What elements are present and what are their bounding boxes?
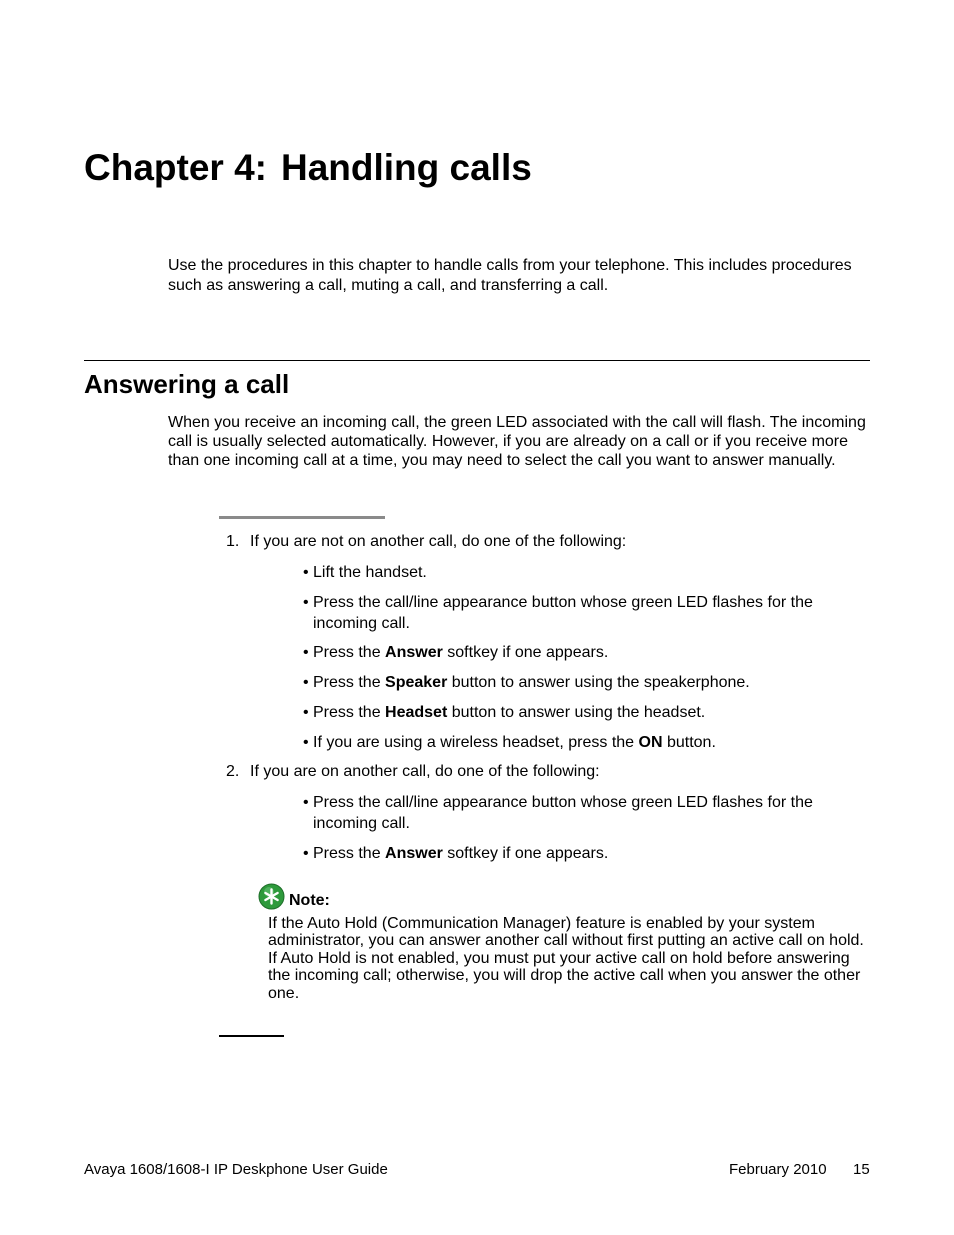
softkey-name: Answer <box>385 845 443 862</box>
chapter-number: Chapter 4: <box>84 147 267 188</box>
footer-date: February 2010 <box>729 1161 827 1178</box>
bullet-item: • Press the Speaker button to answer using the speakerphone. <box>303 674 750 691</box>
bullet-item: • Press the Answer softkey if one appears. <box>303 845 609 862</box>
note-star-icon <box>258 883 285 910</box>
footer-guide-title: Avaya 1608/1608-I IP Deskphone User Guide <box>84 1161 388 1178</box>
bullet-dot-icon: • <box>303 564 309 581</box>
button-name: Headset <box>385 704 448 721</box>
section-divider <box>84 360 870 361</box>
bullet-item: • If you are using a wireless headset, press the ON button. <box>303 734 716 751</box>
chapter-intro: Use the procedures in this chapter to handle calls from your telephone. This includes procedures such as answering a call, muting a call, and transferring a call. <box>168 257 852 294</box>
step-number: 1. <box>226 533 240 550</box>
bullet-item: • Press the call/line appearance button whose green LED flashes for the incoming call. <box>303 594 813 632</box>
bullet-dot-icon: • <box>303 674 309 691</box>
bullet-item: • Press the Answer softkey if one appears. <box>303 644 609 661</box>
bullet-item: • Press the Headset button to answer using the headset. <box>303 704 706 721</box>
button-name: Speaker <box>385 674 448 691</box>
step-text: If you are not on another call, do one of the following: <box>250 533 627 550</box>
note-label: Note: <box>289 892 330 909</box>
bullet-dot-icon: • <box>303 845 309 862</box>
bullet-dot-icon: • <box>303 644 309 661</box>
chapter-name: Handling calls <box>280 147 532 188</box>
bullet-dot-icon: • <box>303 704 309 721</box>
bullet-item: • Lift the handset. <box>303 564 427 581</box>
section-intro: When you receive an incoming call, the green LED associated with the call will flash. The incoming call is usually selected automatically. However, if you are already on a call or if you receive more than one incoming call at a time, you may need to select the call you want to answer manually. <box>168 414 866 469</box>
softkey-name: Answer <box>385 644 443 661</box>
bullet-dot-icon: • <box>303 594 309 611</box>
note-text: If the Auto Hold (Communication Manager) feature is enabled by your system administrator, you can answer another call without first putting an active call on hold. If Auto Hold is not enabled, you must put your active call on hold before answering the incoming call; otherwise, you will drop the active call when you answer the other one. <box>268 915 864 1002</box>
step-2 <box>226 762 600 782</box>
step-1 <box>226 532 626 552</box>
section-title: Answering a call <box>84 369 290 399</box>
note-star-icon-graphic <box>258 883 285 910</box>
procedure-end-bar <box>219 1035 284 1037</box>
procedure-start-bar <box>219 516 385 519</box>
bullet-item: • Press the call/line appearance button whose green LED flashes for the incoming call. <box>303 794 813 832</box>
button-name: ON <box>638 734 663 751</box>
step-text: If you are on another call, do one of the following: <box>250 763 600 780</box>
bullet-dot-icon: • <box>303 734 309 751</box>
step-number: 2. <box>226 763 240 780</box>
page-number: 15 <box>853 1161 870 1178</box>
bullet-dot-icon: • <box>303 794 309 811</box>
chapter-title <box>84 145 532 191</box>
